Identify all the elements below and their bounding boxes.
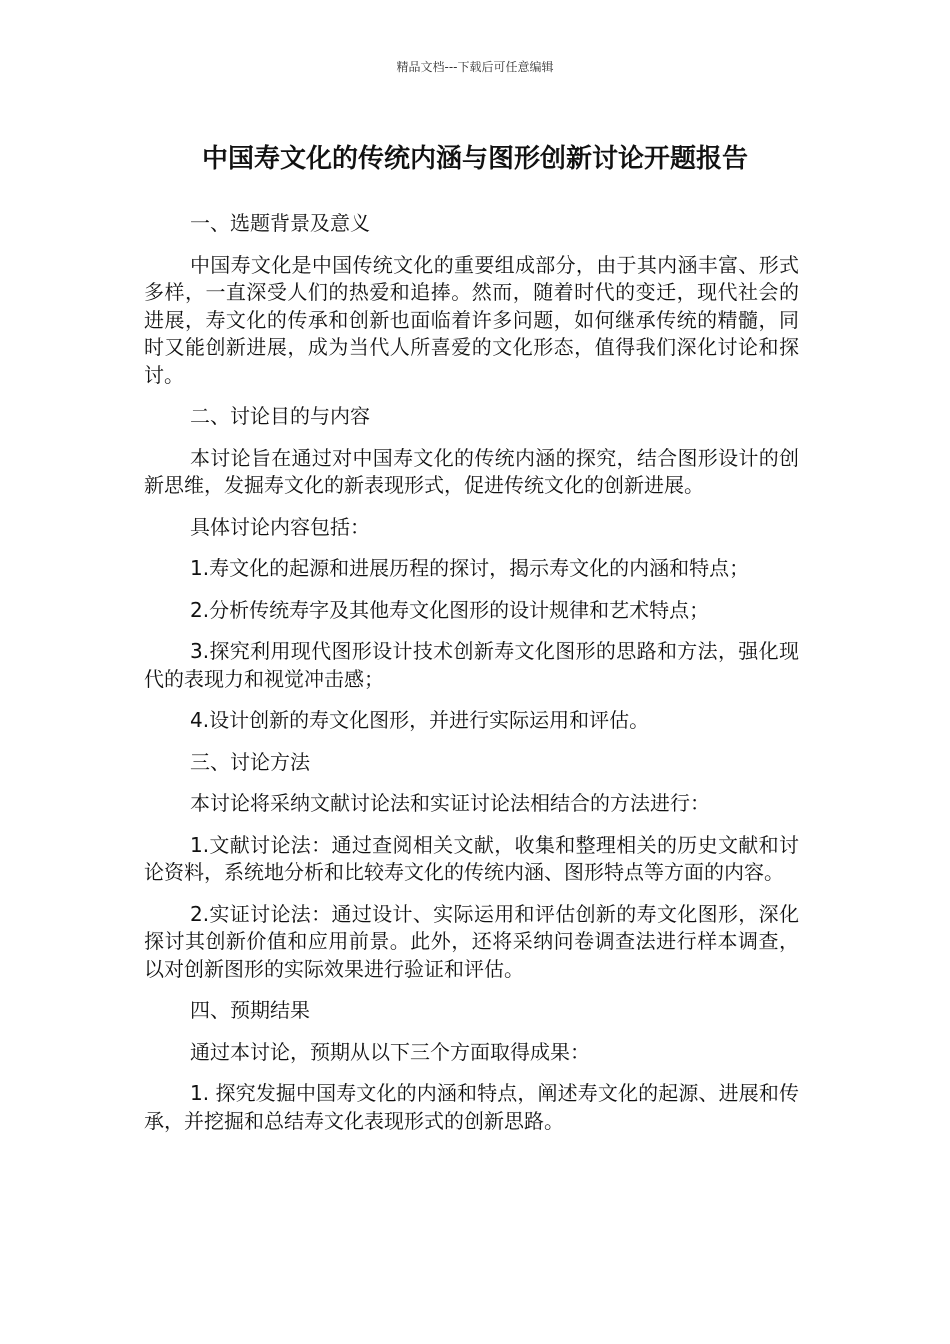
list-item: 1.文献讨论法：通过查阅相关文献，收集和整理相关的历史文献和讨论资料，系统地分析和比较寿文化的传统内涵、图形特点等方面的内容。 [144,832,799,884]
list-item: 3.探究利用现代图形设计技术创新寿文化图形的思路和方法，强化现代的表现力和视觉冲击感； [144,639,799,691]
paragraph: 通过本讨论，预期从以下三个方面取得成果： [190,1039,590,1064]
document-title: 中国寿文化的传统内涵与图形创新讨论开题报告 [201,144,748,174]
list-item: 4.设计创新的寿文化图形，并进行实际运用和评估。 [190,708,650,732]
section-heading-2: 二、讨论目的与内容 [190,404,370,428]
list-item: 2.实证讨论法：通过设计、实际运用和评估创新的寿文化图形，深化探讨其创新价值和应用前景。此外，还将采纳问卷调查法进行样本调查，以对创新图形的实际效果进行验证和评估。 [144,901,799,981]
paragraph: 中国寿文化是中国传统文化的重要组成部分，由于其内涵丰富、形式多样，一直深受人们的热爱和追捧。然而，随着时代的变迁，现代社会的进展，寿文化的传承和创新也面临着许多问题，如何继承传统的精髓，同时又能创新进展，成为当代人所喜爱的文化形态，值得我们深化讨论和探讨。 [144,252,799,387]
section-heading-1: 一、选题背景及意义 [190,211,370,235]
paragraph: 本讨论旨在通过对中国寿文化的传统内涵的探究，结合图形设计的创新思维，发掘寿文化的新表现形式，促进传统文化的创新进展。 [144,445,799,497]
header-note: 精品文档---下载后可任意编辑 [396,60,554,74]
paragraph: 具体讨论内容包括： [190,514,370,539]
list-item: 2.分析传统寿字及其他寿文化图形的设计规律和艺术特点； [190,597,710,622]
paragraph: 本讨论将采纳文献讨论法和实证讨论法相结合的方法进行： [190,791,710,815]
section-heading-4: 四、预期结果 [190,998,310,1022]
list-item: 1.寿文化的起源和进展历程的探讨，揭示寿文化的内涵和特点； [190,556,750,580]
section-heading-3: 三、讨论方法 [190,749,310,774]
list-item: 1. 探究发掘中国寿文化的内涵和特点，阐述寿文化的起源、进展和传承，并挖掘和总结寿文化表现形式的创新思路。 [144,1081,799,1133]
document-body [144,210,799,1149]
